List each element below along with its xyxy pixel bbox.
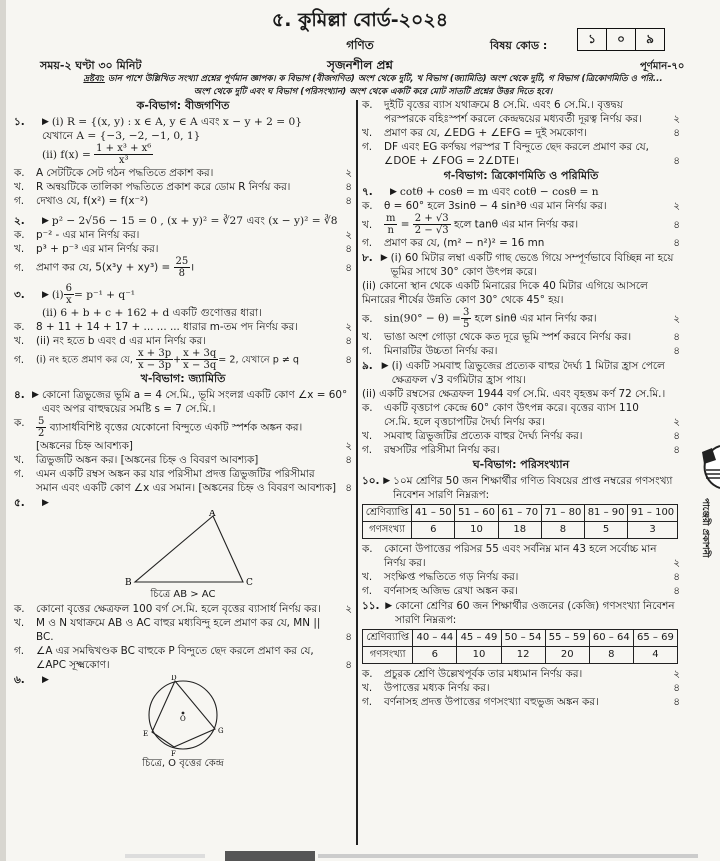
- sub-question: [14, 644, 352, 672]
- fraction-numerator: x + 3q: [183, 348, 217, 359]
- arrow-icon: ▶: [42, 289, 49, 300]
- marks: ৪: [673, 430, 680, 442]
- section-heading-statistics: ঘ-বিভাগ: পরিসংখ্যান: [472, 458, 570, 471]
- sub-text: দুইটি বৃত্তের ব্যাস যথাক্রমে 8 সে.মি. এবং 6 সে.মি.। বৃত্তদ্বয় পরস্পরকে বহিঃস্পর্শ করলে কেন্দ্রদ্বয়ের মধ্যবর্তী দূরত্ব নির্ণয় কর।: [384, 99, 642, 125]
- sub-question: [362, 307, 680, 330]
- vertex-label-g: G: [218, 727, 224, 735]
- sub-text: রম্বসটির পরিসীমা নির্ণয় কর।: [384, 444, 500, 456]
- row-header: শ্রেণিব্যাপ্তি: [363, 505, 412, 522]
- fraction-numerator: 2 + √3: [414, 213, 449, 224]
- marks: ৪: [673, 127, 680, 139]
- instructions: [28, 73, 718, 99]
- sub-text: 8 + 11 + 14 + 17 + ... ... ... ধারার m-তম পদ নির্ণয় কর।: [36, 321, 298, 333]
- q10-stem: ১০ম শ্রেণির 50 জন শিক্ষার্থীর গণিত বিষয়ের প্রাপ্ত নম্বরের গণসংখ্যা নিবেশন সারণি নিম্নরূপ:: [393, 475, 673, 501]
- sub-question: [14, 334, 352, 348]
- sub-label: গ.: [362, 585, 373, 597]
- marks: ৪: [673, 218, 680, 231]
- table-cell: 20: [545, 647, 589, 664]
- left-column: [14, 98, 352, 772]
- code-digit: ০: [607, 29, 636, 50]
- arrow-icon: ▶: [42, 498, 49, 508]
- sub-question: [362, 98, 680, 126]
- marks: ৪: [345, 195, 352, 207]
- sub-label: খ.: [14, 243, 25, 255]
- vertex-label-f: F: [171, 750, 176, 757]
- arrow-icon: ▶: [380, 253, 388, 263]
- frequency-table-q10: [362, 504, 678, 539]
- marks: ৪: [673, 682, 680, 694]
- table-cell: 41 – 50: [412, 505, 455, 522]
- arrow-icon: ▶: [381, 361, 389, 371]
- sub-text: প্রমাণ কর যে, (m² − n²)² = 16 mn: [384, 237, 545, 249]
- fraction-numerator: 3: [462, 307, 470, 318]
- sub-text: মিনারটির উচ্চতা নির্ণয় কর।: [384, 345, 498, 357]
- sub-label: গ.: [362, 696, 373, 708]
- board-title: ৫. কুমিল্লা বোর্ড-২০২৪: [271, 9, 449, 31]
- table-cell: 65 – 69: [633, 630, 677, 647]
- table-cell: 50 – 54: [501, 630, 545, 647]
- arrow-icon: ▶: [32, 390, 39, 400]
- question-7: [362, 185, 680, 250]
- fraction: [461, 307, 471, 330]
- instruction-text: ডান পাশে উল্লিখিত সংখ্যা প্রশ্নের পূর্ণমান জ্ঞাপক। ক বিভাগ (বীজগণিত) অংশ থেকে দুটি, খ বিভাগ (জ্যামিতি) অংশ থেকে দুটি, গ বিভাগ (ত্রিকোণমিতি ও পরি...: [107, 74, 663, 84]
- circle-figure: [123, 675, 243, 757]
- fraction: [384, 213, 397, 236]
- table-row-frequencies: [363, 647, 678, 664]
- sub-text: (i) নং হতে প্রমাণ কর যে,: [36, 354, 133, 366]
- marks: ২: [673, 113, 680, 125]
- q8-stem-i: (i) 60 মিটার লম্বা একটি গাছ ভেঙে গিয়ে সম্পূর্ণভাবে বিচ্ছিন্ন না হয়ে ভূমির সাথে 30° কোণ উৎপন্ন করে।: [390, 252, 674, 278]
- marks: ৪: [673, 155, 680, 167]
- fraction-denominator: 8: [178, 268, 186, 279]
- table-cell: 8: [541, 522, 584, 539]
- sub-text: সংক্ষিপ্ত পদ্ধতিতে গড় নির্ণয় কর।: [384, 571, 519, 583]
- fraction-denominator: 5: [462, 319, 470, 330]
- question-number: ২.: [14, 215, 25, 227]
- table-cell: 5: [585, 522, 628, 539]
- table-cell: 8: [589, 647, 633, 664]
- question-number: ৪.: [14, 389, 25, 401]
- marks: ৪: [673, 696, 680, 708]
- table-cell: 91 – 100: [628, 505, 678, 522]
- q4-stem: কোনো ত্রিভুজের ভূমি a = 4 সে.মি., ভূমি সংলগ্ন একটি কোণ ∠x = 60° এবং অপর বাহুদ্বয়ের সমষ্টি s = 7 সে.মি.।: [41, 389, 348, 415]
- sub-label: গ.: [362, 345, 373, 357]
- footer-band: [225, 851, 315, 861]
- sub-question: [362, 443, 680, 457]
- sub-label: খ.: [14, 181, 25, 193]
- question-2: [14, 214, 352, 279]
- row-header: শ্রেণিব্যাপ্তি: [363, 630, 413, 647]
- fraction-numerator: 25: [175, 256, 189, 267]
- arrow-icon: ▶: [385, 601, 393, 611]
- marks: ৪: [345, 353, 352, 366]
- frequency-table-q11: [362, 629, 678, 664]
- table-row-intervals: [363, 630, 678, 647]
- marks: ২: [673, 200, 680, 212]
- table-cell: 10: [457, 647, 501, 664]
- sub-label: গ.: [14, 195, 25, 207]
- sub-label: ক.: [362, 200, 373, 212]
- fraction: [174, 256, 191, 279]
- arrow-icon: ▶: [42, 117, 49, 127]
- column-divider: [356, 100, 358, 845]
- question-3: [14, 283, 352, 371]
- sub-text: A সেটটিকে সেট গঠন পদ্ধতিতে প্রকাশ কর।: [36, 167, 214, 179]
- full-marks: পূর্ণমান-৭০: [640, 61, 685, 72]
- sub-text: প্রমাণ কর যে, ∠EDG + ∠EFG = দুই সমকোণ।: [384, 127, 587, 139]
- question-number: ৫.: [14, 497, 25, 509]
- right-column: [362, 98, 680, 710]
- code-digit: ৯: [646, 32, 654, 46]
- marks: ৪: [345, 243, 352, 255]
- publisher-name: পাঞ্জেরী প্রকাশনী: [700, 498, 710, 558]
- sub-text: সমবাহু ত্রিভুজটির প্রত্যেক বাহুর দৈর্ঘ্য নির্ণয় কর।: [384, 430, 583, 442]
- fraction-numerator: x + 3p: [137, 348, 172, 359]
- table-cell: 81 – 90: [585, 505, 628, 522]
- sub-question: গ. (i) নং হতে প্রমাণ কর যে, $\frac{x + 3p}{x - 3p}$ + $\frac{x + 3q}{x - 3q}$ = 2, যেখানে p ≠ q ৪: [14, 348, 352, 371]
- sub-question: [14, 194, 352, 208]
- sub-label: খ.: [14, 617, 25, 629]
- sub-text-prefix: sin(90° − θ) =: [384, 312, 461, 325]
- sub-question: [362, 199, 680, 213]
- question-9: [362, 359, 680, 457]
- fraction-numerator: 1 + x³ + x⁶: [96, 143, 152, 154]
- figure-caption: চিত্রে AB > AC: [150, 589, 216, 600]
- fraction: [413, 213, 451, 236]
- q1-stem-ii: (ii) f(x) =: [42, 148, 91, 161]
- table-cell: 4: [633, 647, 677, 664]
- fraction-denominator: x − 3p: [137, 360, 172, 371]
- q8-stem-ii: (ii) কোনো স্থান থেকে একটি মিনারের দিকে 40 মিটার এগিয়ে আসলে মিনারের শীর্ষের উন্নতি কোণ 30° থেকে 45° হয়।: [362, 280, 648, 306]
- sub-label: ক.: [362, 402, 373, 414]
- publisher-logo: [690, 440, 720, 585]
- section-heading-trigonometry: গ-বিভাগ: ত্রিকোণমিতি ও পরিমিতি: [443, 169, 599, 182]
- instruction-text-2: অংশ থেকে দুটি এবং ঘ বিভাগ (পরিসংখ্যান) অংশ থেকে একটি করে মোট সাতটি প্রশ্নের উত্তর দিতে হবে।: [193, 87, 553, 97]
- table-cell: 45 – 49: [457, 630, 501, 647]
- table-cell: 18: [498, 522, 541, 539]
- question-5: [14, 496, 352, 672]
- table-cell: 10: [455, 522, 498, 539]
- question-4: [14, 388, 352, 495]
- footer-smudge: [125, 854, 205, 858]
- sub-label: ক.: [362, 543, 373, 555]
- table-cell: 6: [413, 647, 457, 664]
- sub-text: হলে tanθ এর মান নির্ণয় কর।: [453, 218, 579, 231]
- arrow-icon: ▶: [42, 675, 49, 685]
- arrow-icon: ▶: [383, 476, 391, 486]
- sub-question: [14, 242, 352, 256]
- page-edge: [0, 0, 6, 861]
- sub-text: θ = 60° হলে 3sinθ − 4 sin³θ এর মান নির্ণয় কর।: [384, 200, 607, 212]
- sub-text-suffix: = 2, যেখানে p ≠ q: [218, 354, 300, 366]
- marks: ২: [345, 603, 352, 615]
- sub-label: খ.: [362, 331, 373, 343]
- marks: ৪: [673, 331, 680, 343]
- sub-question: [362, 681, 680, 695]
- arrow-icon: ▶: [42, 216, 49, 226]
- subject-code-boxes: [577, 28, 665, 51]
- q7-stem: cotθ + cosθ = m এবং cotθ − cosθ = n: [399, 186, 599, 198]
- fraction-denominator: 2: [38, 428, 45, 439]
- sub-question: [362, 542, 680, 570]
- sub-label: ক.: [14, 229, 25, 241]
- code-digit: ১: [578, 29, 607, 50]
- q1-stem-where: যেখানে A = {−3, −2, −1, 0, 1}: [42, 130, 201, 142]
- marks: ২: [673, 312, 680, 325]
- sub-question: [362, 570, 680, 584]
- marks: ৪: [345, 482, 352, 494]
- sub-question: [362, 695, 680, 709]
- sub-label: খ.: [362, 571, 373, 583]
- question-8: [362, 251, 680, 358]
- sub-label: গ.: [362, 444, 373, 456]
- q3-stem-i-prefix: (i): [51, 288, 64, 301]
- marks: ২: [673, 668, 680, 680]
- marks: ৪: [345, 659, 352, 671]
- book-logo-icon: [690, 440, 720, 490]
- question-11: [362, 599, 680, 709]
- vertex-label-e: E: [143, 730, 149, 738]
- sub-text: কোনো উপাত্তের পরিসর 55 এবং সর্বনিম্ন মান 43 হলে সর্বোচ্চ মান নির্ণয় কর।: [384, 543, 657, 569]
- sub-question: [362, 584, 680, 598]
- marks: ৪: [345, 181, 352, 193]
- sub-text: একটি বৃত্তচাপ কেন্দ্রে 60° কোণ উৎপন্ন করে। বৃত্তের ব্যাস 110 সে.মি. হলে বৃত্তচাপটির দৈর্ঘ্য নির্ণয় কর।: [384, 402, 639, 428]
- sub-text: ব্যাসার্ধবিশিষ্ট বৃত্তের যেকোনো বিন্দুতে একটি স্পর্শক অঙ্কন কর। [অঙ্কনের চিহ্ন আবশ্যক]: [36, 421, 303, 452]
- sub-label: গ.: [14, 261, 25, 274]
- footer-smudge: [318, 854, 698, 858]
- sub-text: M ও N যথাক্রমে AB ও AC বাহুর মধ্যবিন্দু হলে প্রমাণ কর যে, MN || BC.: [36, 617, 321, 643]
- question-1: [14, 115, 352, 208]
- sub-text: DF এবং EG কর্ণদ্বয় পরস্পর T বিন্দুতে ছেদ করলে প্রমাণ কর যে, ∠DOE + ∠FOG = 2∠DTE।: [384, 141, 649, 167]
- vertex-label-a: A: [209, 510, 216, 519]
- sub-label: গ.: [362, 141, 373, 153]
- fraction: [181, 348, 218, 371]
- question-number: ৬.: [14, 674, 25, 686]
- question-type: সৃজনশীল প্রশ্ন: [327, 58, 393, 72]
- q2-stem: p² − 2√56 − 15 = 0 , (x + y)² = ∛27 এবং (x − y)² = ∛8: [51, 215, 338, 227]
- sub-text: প্রমাণ কর যে, 5(x³y + xy³) =: [36, 261, 171, 274]
- sub-label: ক.: [14, 321, 25, 333]
- subject-code-label: বিষয় কোড :: [490, 39, 548, 52]
- sub-text: কোনো বৃত্তের ক্ষেত্রফল 100 বর্গ সে.মি. হলে বৃত্তের ব্যাসার্ধ নির্ণয় কর।: [36, 603, 321, 615]
- sub-question: [14, 180, 352, 194]
- sub-question: [14, 467, 352, 495]
- table-cell: 71 – 80: [541, 505, 584, 522]
- marks: ২: [673, 557, 680, 569]
- marks: ৪: [673, 237, 680, 249]
- sub-question: [14, 416, 352, 453]
- sub-question: [362, 126, 680, 140]
- question-number: ৯.: [362, 360, 373, 372]
- sub-label: ক.: [14, 603, 25, 615]
- fraction-denominator: x − 3q: [183, 360, 217, 371]
- table-cell: 61 – 70: [498, 505, 541, 522]
- marks: ৪: [673, 585, 680, 597]
- sub-question: [362, 140, 680, 168]
- sub-text: বর্ণনাসহ প্রদত্ত উপাত্তের গণসংখ্যা বহুভুজ অঙ্কন কর।: [384, 696, 599, 708]
- question-number: ১০.: [362, 475, 380, 487]
- question-6-figure: [14, 673, 352, 771]
- sub-label: ক.: [362, 668, 373, 680]
- table-cell: 51 – 60: [455, 505, 498, 522]
- section-heading-geometry: খ-বিভাগ: জ্যামিতি: [140, 372, 226, 385]
- marks: ৪: [345, 261, 352, 274]
- sub-text-suffix: ।: [190, 261, 195, 274]
- sub-question: [362, 401, 680, 429]
- sub-question: [14, 166, 352, 180]
- vertex-label-d: D: [171, 675, 177, 682]
- sub-question: [14, 320, 352, 334]
- sub-text: দেখাও যে, f(x²) = f(x⁻²): [36, 195, 149, 207]
- marks: ৪: [345, 631, 352, 643]
- sub-question: [362, 236, 680, 250]
- sub-text: p³ + p⁻³ এর মান নির্ণয় কর।: [36, 243, 159, 255]
- sub-text: ত্রিভুজটি অঙ্কন কর। [অঙ্কনের চিহ্ন ও বিবরণ আবশ্যক]: [36, 454, 259, 466]
- figure-caption: চিত্রে, O বৃত্তের কেন্দ্র: [142, 758, 224, 769]
- table-cell: 6: [412, 522, 455, 539]
- row-header: গণসংখ্যা: [363, 522, 412, 539]
- fraction-numerator: 6: [65, 283, 72, 294]
- marks: ৪: [345, 335, 352, 347]
- question-number: ৩.: [14, 288, 25, 301]
- table-cell: 40 – 44: [413, 630, 457, 647]
- marks: ২: [345, 229, 352, 241]
- exam-time: সময়-২ ঘণ্টা ৩০ মিনিট: [40, 59, 142, 72]
- table-cell: 60 – 64: [589, 630, 633, 647]
- question-number: ৭.: [362, 186, 373, 198]
- marks: ৪: [345, 454, 352, 466]
- marks: ৪: [673, 571, 680, 583]
- fraction-numerator: 5: [38, 416, 45, 427]
- triangle-figure: [103, 510, 263, 588]
- q3-stem-i-suffix: = p⁻¹ + q⁻¹: [73, 288, 136, 301]
- sub-text: ∠A এর সমদ্বিখণ্ডক BC বাহুকে P বিন্দুতে ছেদ করলে প্রমাণ কর যে, ∠APC সূক্ষ্মকোণ।: [36, 645, 314, 671]
- fraction-denominator: 2 − √3: [414, 225, 449, 236]
- sub-question: [14, 616, 352, 644]
- triangle-abc: [135, 516, 243, 582]
- table-cell: 55 – 59: [545, 630, 589, 647]
- sub-text: R অন্বয়টিকে তালিকা পদ্ধতিতে প্রকাশ করে ডোম R নির্ণয় কর।: [36, 181, 291, 193]
- table-cell: 3: [628, 522, 678, 539]
- sub-text: উপাত্তের মধ্যক নির্ণয় কর।: [384, 682, 490, 694]
- question-number: ১.: [14, 116, 25, 128]
- marks: ২: [345, 167, 352, 179]
- sub-label: গ.: [14, 645, 25, 657]
- section-heading-algebra: ক-বিভাগ: বীজগণিত: [136, 99, 230, 112]
- q3-stem-ii: (ii) 6 + b + c + 162 + d একটি গুণোত্তর ধারা।: [42, 307, 262, 319]
- sub-question: [14, 228, 352, 242]
- sub-question: [362, 344, 680, 358]
- instruction-lead: দ্রষ্টব্য:: [83, 74, 105, 84]
- subject-name: গণিত: [346, 38, 374, 52]
- center-label-o: O: [180, 715, 186, 723]
- sub-text: p⁻² - এর মান নির্ণয় কর।: [36, 229, 140, 241]
- question-number: ১১.: [362, 600, 380, 612]
- sub-question: [362, 429, 680, 443]
- sub-label: ক.: [14, 417, 25, 429]
- sub-label: খ.: [362, 682, 373, 694]
- sub-text: প্রচুরক শ্রেণি উল্লেখপূর্বক তার মধ্যমান নির্ণয় কর।: [384, 668, 583, 680]
- sub-label: খ.: [362, 218, 373, 231]
- sub-label: ক.: [14, 167, 25, 179]
- sub-text: ভাঙা অংশ গোড়া থেকে কত দূরে ভূমি স্পর্শ করবে নির্ণয় কর।: [384, 331, 632, 343]
- sub-label: গ.: [362, 237, 373, 249]
- sub-label: খ.: [362, 127, 373, 139]
- arrow-icon: ▶: [390, 187, 397, 197]
- q9-stem-ii: (ii) একটি রম্বসের ক্ষেত্রফল 1944 বর্গ সে.মি. এবং বৃহত্তম কর্ণ 72 সে.মি.।: [362, 388, 666, 400]
- fraction: [36, 416, 46, 439]
- sub-label: গ.: [14, 468, 25, 480]
- fraction-numerator: m: [386, 213, 396, 224]
- question-10: [362, 474, 680, 598]
- sub-label: খ.: [362, 430, 373, 442]
- table-cell: 12: [501, 647, 545, 664]
- question-number: ৮.: [362, 252, 373, 264]
- sub-question: খ. $\frac{m}{n}$ = $\frac{2 + √3}{2 - √3}$ হলে tanθ এর মান নির্ণয় কর। ৪: [362, 213, 680, 236]
- fraction-denominator: n: [387, 225, 394, 236]
- row-header: গণসংখ্যা: [363, 647, 413, 664]
- sub-question: [14, 602, 352, 616]
- sub-label: গ.: [14, 353, 25, 366]
- vertex-label-b: B: [125, 578, 132, 588]
- table-row-frequencies: [363, 522, 678, 539]
- center-point: [182, 712, 185, 715]
- fraction: [94, 143, 153, 166]
- fraction-denominator: x: [65, 295, 72, 306]
- q11-stem: কোনো শ্রেণির 60 জন শিক্ষার্থীর ওজনের (কেজি) গণসংখ্যা নিবেশন সারণি নিম্নরূপ:: [395, 600, 675, 626]
- sub-label: খ.: [14, 335, 25, 347]
- fraction: [136, 348, 173, 371]
- q9-stem-i: (i) একটি সমবাহু ত্রিভুজের প্রত্যেক বাহুর দৈর্ঘ্য 1 মিটার হ্রাস পেলে ক্ষেত্রফল √3 বর্গমিটার হ্রাস পায়।: [391, 360, 665, 386]
- marks: ৪: [673, 345, 680, 357]
- sub-question: [362, 667, 680, 681]
- vertex-label-c: C: [246, 578, 253, 588]
- sub-label: খ.: [14, 454, 25, 466]
- marks: ২: [673, 416, 680, 428]
- sub-label: ক.: [362, 312, 373, 325]
- fraction-denominator: x³: [118, 155, 129, 166]
- sub-text: (ii) নং হতে b এবং d এর মান নির্ণয় কর।: [36, 335, 206, 347]
- marks: ২: [345, 321, 352, 333]
- sub-question: [362, 330, 680, 344]
- sub-text: বর্ণনাসহ অজিভ রেখা অঙ্কন কর।: [384, 585, 518, 597]
- table-row-intervals: [363, 505, 678, 522]
- marks: ৪: [673, 444, 680, 456]
- sub-question: [14, 256, 352, 279]
- sub-question: [14, 453, 352, 467]
- marks: ২: [345, 440, 352, 452]
- sub-text: এমন একটি রম্বস অঙ্কন কর যার পরিসীমা প্রদত্ত ত্রিভুজটির পরিসীমার সমান এবং একটি কোণ ∠x এর সমান। [অঙ্কনের চিহ্ন ও বিবরণ আবশ্যক]: [36, 468, 337, 494]
- sub-label: ক.: [362, 99, 373, 111]
- sub-text: হলে sinθ এর মান নির্ণয় কর।: [474, 312, 597, 325]
- fraction: [64, 283, 74, 306]
- q1-stem-i: (i) R = {(x, y) : x ∈ A, y ∈ A এবং x − y + 2 = 0}: [51, 116, 302, 128]
